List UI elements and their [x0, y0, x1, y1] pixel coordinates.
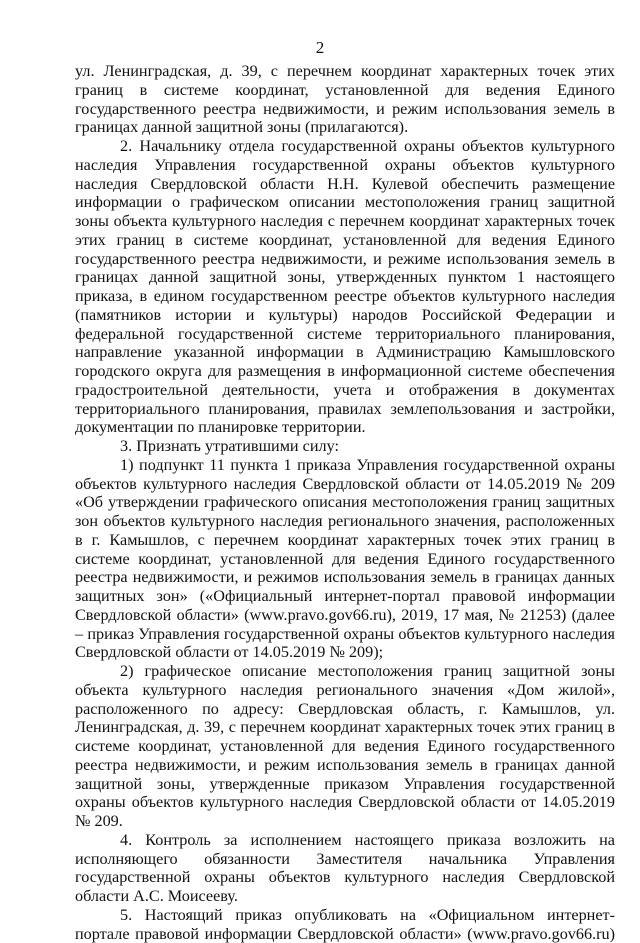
paragraph-item-3: 3. Признать утратившими силу:	[120, 437, 339, 455]
document-body	[75, 62, 615, 943]
paragraph-item-3-2: 2) графическое описание местоположения границ защитной зоны объекта культурного наследия регионального значения «Дом жилой», расположенного по адресу: Свердловская область, г. Камышлов, ул. Ленинградская, д. 39, с перечнем координат характерных точек этих границ в системе координат, установленной для ведения Единого государственного реестра недвижимости, и режим использования земель в границах данной защитной зоны, утвержденные приказом Управления государственной охраны объектов культурного наследия Свердловской области от 14.05.2019 № 209.	[75, 662, 615, 830]
paragraph-item-4: 4. Контроль за исполнением настоящего приказа возложить на исполняющего обязанности Заместителя начальника Управления государственной охраны объектов культурного наследия Свердловской области А.С. Моисееву.	[75, 830, 615, 905]
paragraph-item-3-1: 1) подпункт 11 пункта 1 приказа Управления государственной охраны объектов культурного наследия Свердловской области от 14.05.2019 № 209 «Об утверждении графического описания местоположения границ защитных зон объектов культурного наследия регионального значения, расположенных в г. Камышлов, с перечнем координат характерных точек этих границ в системе координат, установленной для ведения Единого государственного реестра недвижимости, и режимов использования земель в границах данных защитных зон» («Официальный интернет-портал правовой информации Свердловской области» (www.pravo.gov66.ru), 2019, 17 мая, № 21253) (далее – приказ Управления государственной охраны объектов культурного наследия Свердловской области от 14.05.2019 № 209);	[75, 455, 615, 662]
paragraph-item-5: 5. Настоящий приказ опубликовать на «Официальном интернет-портале правовой информации Свердловской области» (www.pravo.gov66.ru)	[75, 905, 615, 943]
paragraph-item-2: 2. Начальнику отдела государственной охраны объектов культурного наследия Управления государственной охраны объектов культурного наследия Свердловской области Н.Н. Кулевой обеспечить размещение информации о графическом описании местоположения границ защитной зоны объекта культурного наследия с перечнем координат характерных точек этих границ в системе координат, установленной для ведения Единого государственного реестра недвижимости, и режиме использования земель в границах данной защитной зоны, утвержденных пунктом 1 настоящего приказа, в едином государственном реестре объектов культурного наследия (памятников истории и культуры) народов Российской Федерации и федеральной государственной системе территориального планирования, направление указанной информации в Администрацию Камышловского городского округа для размещения в информационной системе обеспечения градостроительной деятельности, учета и отображения в документах территориального планирования, правилах землепользования и застройки, документации по планировке территории.	[75, 137, 615, 437]
page-number: 2	[315, 38, 325, 57]
paragraph-address-continuation: ул. Ленинградская, д. 39, с перечнем координат характерных точек этих границ в системе координат, установленной для ведения Единого государственного реестра недвижимости, и режим использования земель в границах данной защитной зоны (прилагаются).	[75, 62, 615, 137]
